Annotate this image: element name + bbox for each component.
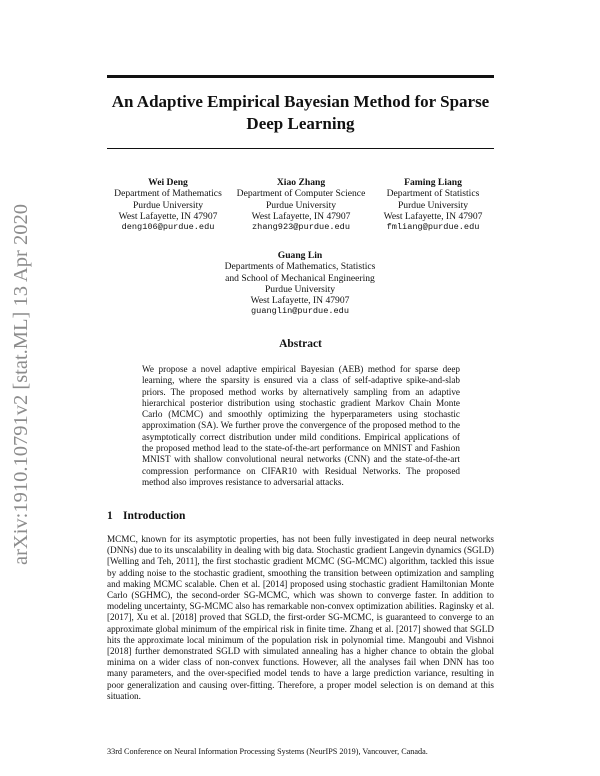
author-block: [108, 177, 228, 233]
author-affiliation-line: West Lafayette, IN 47907: [383, 210, 483, 222]
conference-footnote: 33rd Conference on Neural Information Processing Systems (NeurIPS 2019), Vancouver, Canada.: [107, 747, 428, 756]
arxiv-identifier: arXiv:1910.10791v2 [stat.ML] 13 Apr 2020: [10, 204, 32, 565]
author-affiliation-line: West Lafayette, IN 47907: [118, 210, 218, 222]
abstract-text: We propose a novel adaptive empirical Bayesian (AEB) method for sparse deep learning, where the sparsity is ensured via a class of self-adaptive spike-and-slab priors. The proposed method works by alternatively sampling from an adaptive hierarchical posterior distribution using stochastic gradient Markov Chain Monte Carlo (MCMC) and smoothly optimizing the hyperparameters using stochastic approximation (SA). We further prove the convergence of the proposed method to the asymptotically correct distribution under mild conditions. Empirical applications of the proposed method lead to the state-of-the-art performance on MNIST and Fashion MNIST with shallow convolutional neural networks (CNN) and the state-of-the-art compression performance on CIFAR10 with Residual Networks. The proposed method also improves resistance to adversarial attacks.: [142, 364, 460, 487]
author-affiliation-line: West Lafayette, IN 47907: [251, 210, 351, 222]
abstract-heading: Abstract: [279, 338, 322, 350]
author-block: [215, 250, 385, 318]
section-title: Introduction: [123, 510, 186, 522]
author-name: Wei Deng: [148, 177, 188, 188]
introduction-text: MCMC, known for its asymptotic properties, has not been fully investigated in deep neural networks (DNNs) due to its unscalability in dealing with big data. Stochastic gradient Langevin dynamics (SGLD) [Welling and Teh, 2011], the first stochastic gradient MCMC (SG-MCMC) algorithm, tackled this issue by adding noise to the stochastic gradient, smoothing the transition between optimization and sampling and making MCMC scalable. Chen et al. [2014] proposed using stochastic gradient Hamiltonian Monte Carlo (SGHMC), the second-order SG-MCMC, which was shown to converge faster. In addition to modeling uncertainty, SG-MCMC also has remarkable non-convex optimization abilities. Raginsky et al. [2017], Xu et al. [2018] proved that SGLD, the first-order SG-MCMC, is guaranteed to converge to an approximate global minimum of the empirical risk in finite time. Zhang et al. [2017] showed that SGLD hits the approximate local minimum of the population risk in polynomial time. Mangoubi and Vishnoi [2018] further demonstrated SGLD with simulated annealing has a higher chance to obtain the global minima on a wider class of non-convex functions. However, all the analyses fail when DNN has too many parameters, and the over-specified model tends to have a large prediction variance, resulting in poor generalization and causing over-fitting. Therefore, a proper model selection is on demand at this situation.: [107, 534, 494, 701]
author-block: [378, 177, 488, 233]
author-affiliation-line: Purdue University: [264, 283, 336, 295]
author-name: Xiao Zhang: [276, 177, 326, 188]
author-affiliation-line: and School of Mechanical Engineering: [225, 272, 375, 284]
title-top-rule: [107, 75, 494, 78]
author-affiliation-line: Department of Computer Science: [236, 188, 366, 200]
author-affiliation-line: Purdue University: [397, 199, 469, 211]
author-block: [230, 177, 372, 233]
title-bottom-rule: [107, 148, 494, 149]
author-name: Guang Lin: [277, 250, 323, 261]
author-affiliation-line: Department of Statistics: [386, 188, 480, 200]
author-affiliation-line: West Lafayette, IN 47907: [250, 295, 350, 307]
paper-title: An Adaptive Empirical Bayesian Method for Sparse Deep Learning: [111, 92, 490, 133]
author-email: fmliang@purdue.edu: [386, 222, 480, 233]
author-email: zhang923@purdue.edu: [252, 222, 350, 233]
author-email: deng106@purdue.edu: [121, 222, 215, 233]
author-affiliation-line: Department of Mathematics: [114, 188, 222, 200]
author-affiliation-line: Purdue University: [132, 199, 204, 211]
author-affiliation-line: Departments of Mathematics, Statistics: [224, 261, 376, 273]
author-affiliation-line: Purdue University: [265, 199, 337, 211]
author-name: Faming Liang: [404, 177, 462, 188]
section-number: 1: [107, 510, 113, 522]
author-email: guanglin@purdue.edu: [251, 306, 349, 317]
section-heading: [107, 510, 494, 522]
